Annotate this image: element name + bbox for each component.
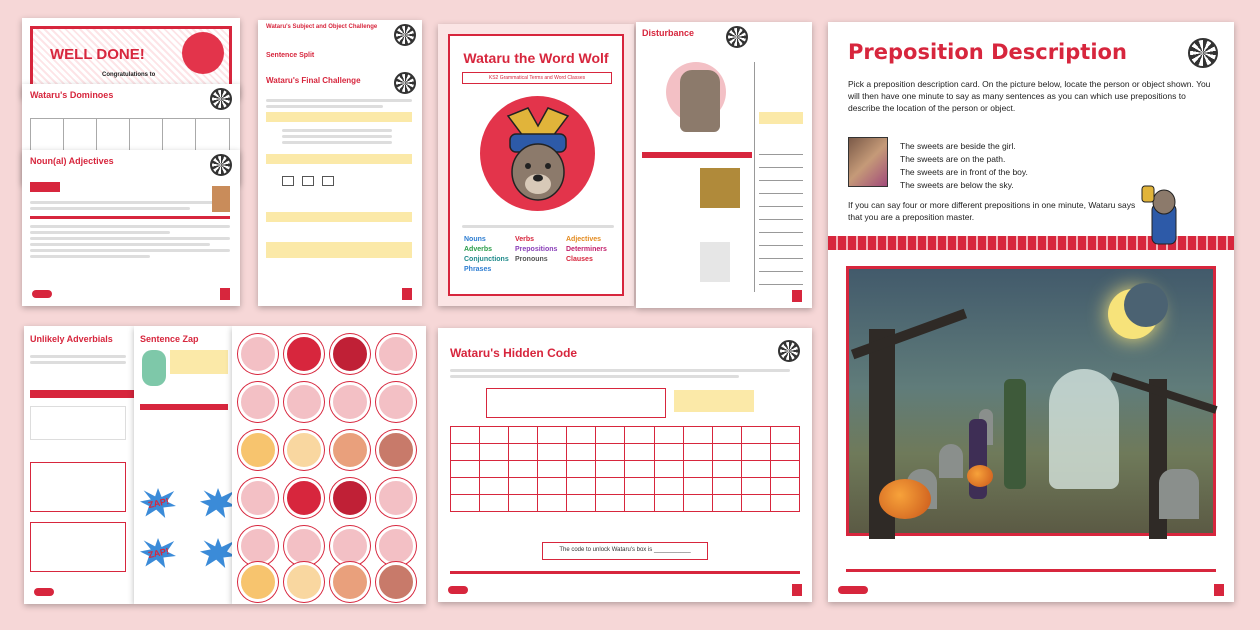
- unlikely-title: Unlikely Adverbials: [30, 334, 113, 344]
- ghost-icon: [1049, 369, 1119, 489]
- footer-badge: [402, 288, 412, 300]
- question-bar: [266, 112, 412, 122]
- question-bar: [266, 212, 412, 222]
- wolf-badge-icon: [376, 334, 416, 374]
- word-class: Clauses: [566, 256, 593, 263]
- wolf-thumb-icon: [212, 186, 230, 212]
- twinkl-logo-icon: [778, 340, 800, 362]
- word-class: Determiners: [566, 246, 607, 253]
- noun-adjectives-page: [22, 150, 240, 306]
- unlikely-adverbials-page: [24, 326, 134, 604]
- zap-word: ZAP!: [147, 545, 170, 561]
- badge: [330, 334, 370, 374]
- boy-character: [1004, 379, 1026, 489]
- page-title: Preposition Description: [848, 40, 1127, 64]
- pumpkin-bucket-icon: [967, 465, 993, 487]
- sentence-split-title: Sentence Split: [266, 52, 315, 59]
- wolf-badge-icon: [284, 382, 324, 422]
- zap-burst-icon: [200, 488, 236, 518]
- question-bar: [266, 154, 412, 164]
- wolf-badge-icon: [376, 382, 416, 422]
- pumpkin-icon: [879, 479, 931, 519]
- example-sentences: [900, 140, 1028, 192]
- badge: [376, 562, 416, 602]
- instructions-text: Pick a preposition description card. On the picture below, locate the person or object shown. You will then have one minute to say as many sentences as you can which use prepositions to describe the location of the person or object.: [848, 79, 1211, 113]
- code-grid: [450, 426, 800, 512]
- wolf-badge-icon: [330, 526, 370, 566]
- samurai-wolf-icon: [498, 106, 578, 206]
- twinkl-logo-icon: [394, 24, 416, 46]
- wolf-badge-icon: [238, 382, 278, 422]
- footer-logo: [448, 586, 468, 594]
- cover-subtitle: KS2 Grammatical Terms and Word Classes: [462, 72, 612, 84]
- twinkl-logo-icon: [210, 88, 232, 110]
- label-bar: [30, 182, 60, 192]
- badges-page: [232, 326, 426, 604]
- challenge-pages: [258, 20, 422, 306]
- word-class-list: [464, 236, 614, 273]
- badge: [330, 430, 370, 470]
- word-class: Nouns: [464, 236, 486, 243]
- dominoes-title: Wataru's Dominoes: [30, 90, 114, 100]
- footer-logo: [34, 588, 54, 596]
- halloween-scene-image: [846, 266, 1216, 536]
- wolf-badge-icon: [182, 32, 224, 74]
- instruction-box: [170, 350, 228, 374]
- wolf-badge-icon: [238, 334, 278, 374]
- answer-box: [30, 522, 126, 572]
- example-sentence: The sweets are beside the girl.: [900, 141, 1016, 151]
- footer-badge: [220, 288, 230, 300]
- section-bar: [642, 152, 752, 158]
- word-class: Pronouns: [515, 256, 548, 263]
- zap-word: ZAP!: [147, 495, 170, 511]
- hidden-code-title: Wataru's Hidden Code: [450, 346, 578, 360]
- wolf-badge-icon: [238, 526, 278, 566]
- wolf-badge-icon: [376, 526, 416, 566]
- wolf-badge-icon: [238, 478, 278, 518]
- question-bar: [266, 242, 412, 258]
- preposition-description-page: [828, 22, 1234, 602]
- word-class: Adjectives: [566, 236, 602, 243]
- twinkl-logo-icon: [394, 72, 416, 94]
- noun-adjectives-title: Noun(al) Adjectives: [30, 156, 114, 166]
- cover-description: [462, 222, 614, 230]
- congrats-text: Congratulations to: [102, 72, 156, 78]
- badge: [238, 562, 278, 602]
- cover-title: Wataru the Word Wolf: [463, 50, 609, 66]
- hint-box: [674, 390, 754, 412]
- footer-badge: [1214, 584, 1224, 596]
- final-challenge-title: Wataru's Final Challenge: [266, 76, 361, 85]
- badge: [330, 478, 370, 518]
- word-class: Adverbs: [464, 246, 493, 253]
- badge: [238, 430, 278, 470]
- answer-box: [30, 462, 126, 512]
- code-answer-box: The code to unlock Wataru's box is ___________: [542, 542, 708, 560]
- example-sentence: The sweets are below the sky.: [900, 180, 1014, 190]
- hidden-code-page: [438, 328, 812, 602]
- badge: [284, 562, 324, 602]
- subject-object-title: Wataru's Subject and Object Challenge: [266, 24, 378, 30]
- example-box: [30, 406, 126, 440]
- mastery-text: If you can say four or more different prepositions in one minute, Wataru says that you are a preposition master.: [848, 200, 1136, 222]
- wolf-badge-icon: [284, 526, 324, 566]
- sentence-zap-page: [134, 326, 232, 604]
- certificate-title: WELL DONE!: [50, 46, 145, 63]
- wolf-badge-icon: [376, 478, 416, 518]
- footer-logo: [838, 586, 868, 594]
- zap-burst-icon: [200, 538, 236, 568]
- side-table: [754, 62, 806, 292]
- disturbance-page: [636, 22, 812, 308]
- footer-badge: [792, 290, 802, 302]
- example-bar: [30, 390, 134, 398]
- footer-badge: [792, 584, 802, 596]
- word-class: Verbs: [515, 236, 535, 243]
- footer-logo: [32, 290, 52, 298]
- section-bar: [140, 404, 228, 410]
- badge: [284, 430, 324, 470]
- wolf-character-icon: [680, 70, 720, 132]
- zap-title: Sentence Zap: [140, 334, 199, 344]
- word-class: Prepositions: [515, 246, 558, 253]
- word-class: Conjunctions: [464, 256, 509, 263]
- twinkl-logo-icon: [726, 26, 748, 48]
- gravestone-icon: [1159, 469, 1199, 519]
- badge: [330, 562, 370, 602]
- girl-character: [969, 419, 987, 499]
- badge: [284, 478, 324, 518]
- twinkl-logo-icon: [210, 154, 232, 176]
- example-sentence: The sweets are on the path.: [900, 154, 1006, 164]
- wolf-badge-icon: [330, 382, 370, 422]
- twinkl-logo-icon: [1188, 38, 1218, 68]
- zombie-character-icon: [142, 350, 166, 386]
- swan-image: [700, 242, 730, 282]
- monkey-image: [700, 168, 740, 208]
- example-sentence: The sweets are in front of the boy.: [900, 167, 1028, 177]
- description-card-image: [848, 137, 888, 187]
- wolf-character-icon: [1138, 184, 1188, 254]
- badge: [376, 430, 416, 470]
- cover-frame: [448, 34, 624, 296]
- badge: [284, 334, 324, 374]
- gravestone-icon: [939, 444, 963, 478]
- disturbance-title: Disturbance: [642, 28, 695, 38]
- wataru-cover-page: [438, 24, 634, 306]
- clue-box: [486, 388, 666, 418]
- word-class: Phrases: [464, 266, 492, 273]
